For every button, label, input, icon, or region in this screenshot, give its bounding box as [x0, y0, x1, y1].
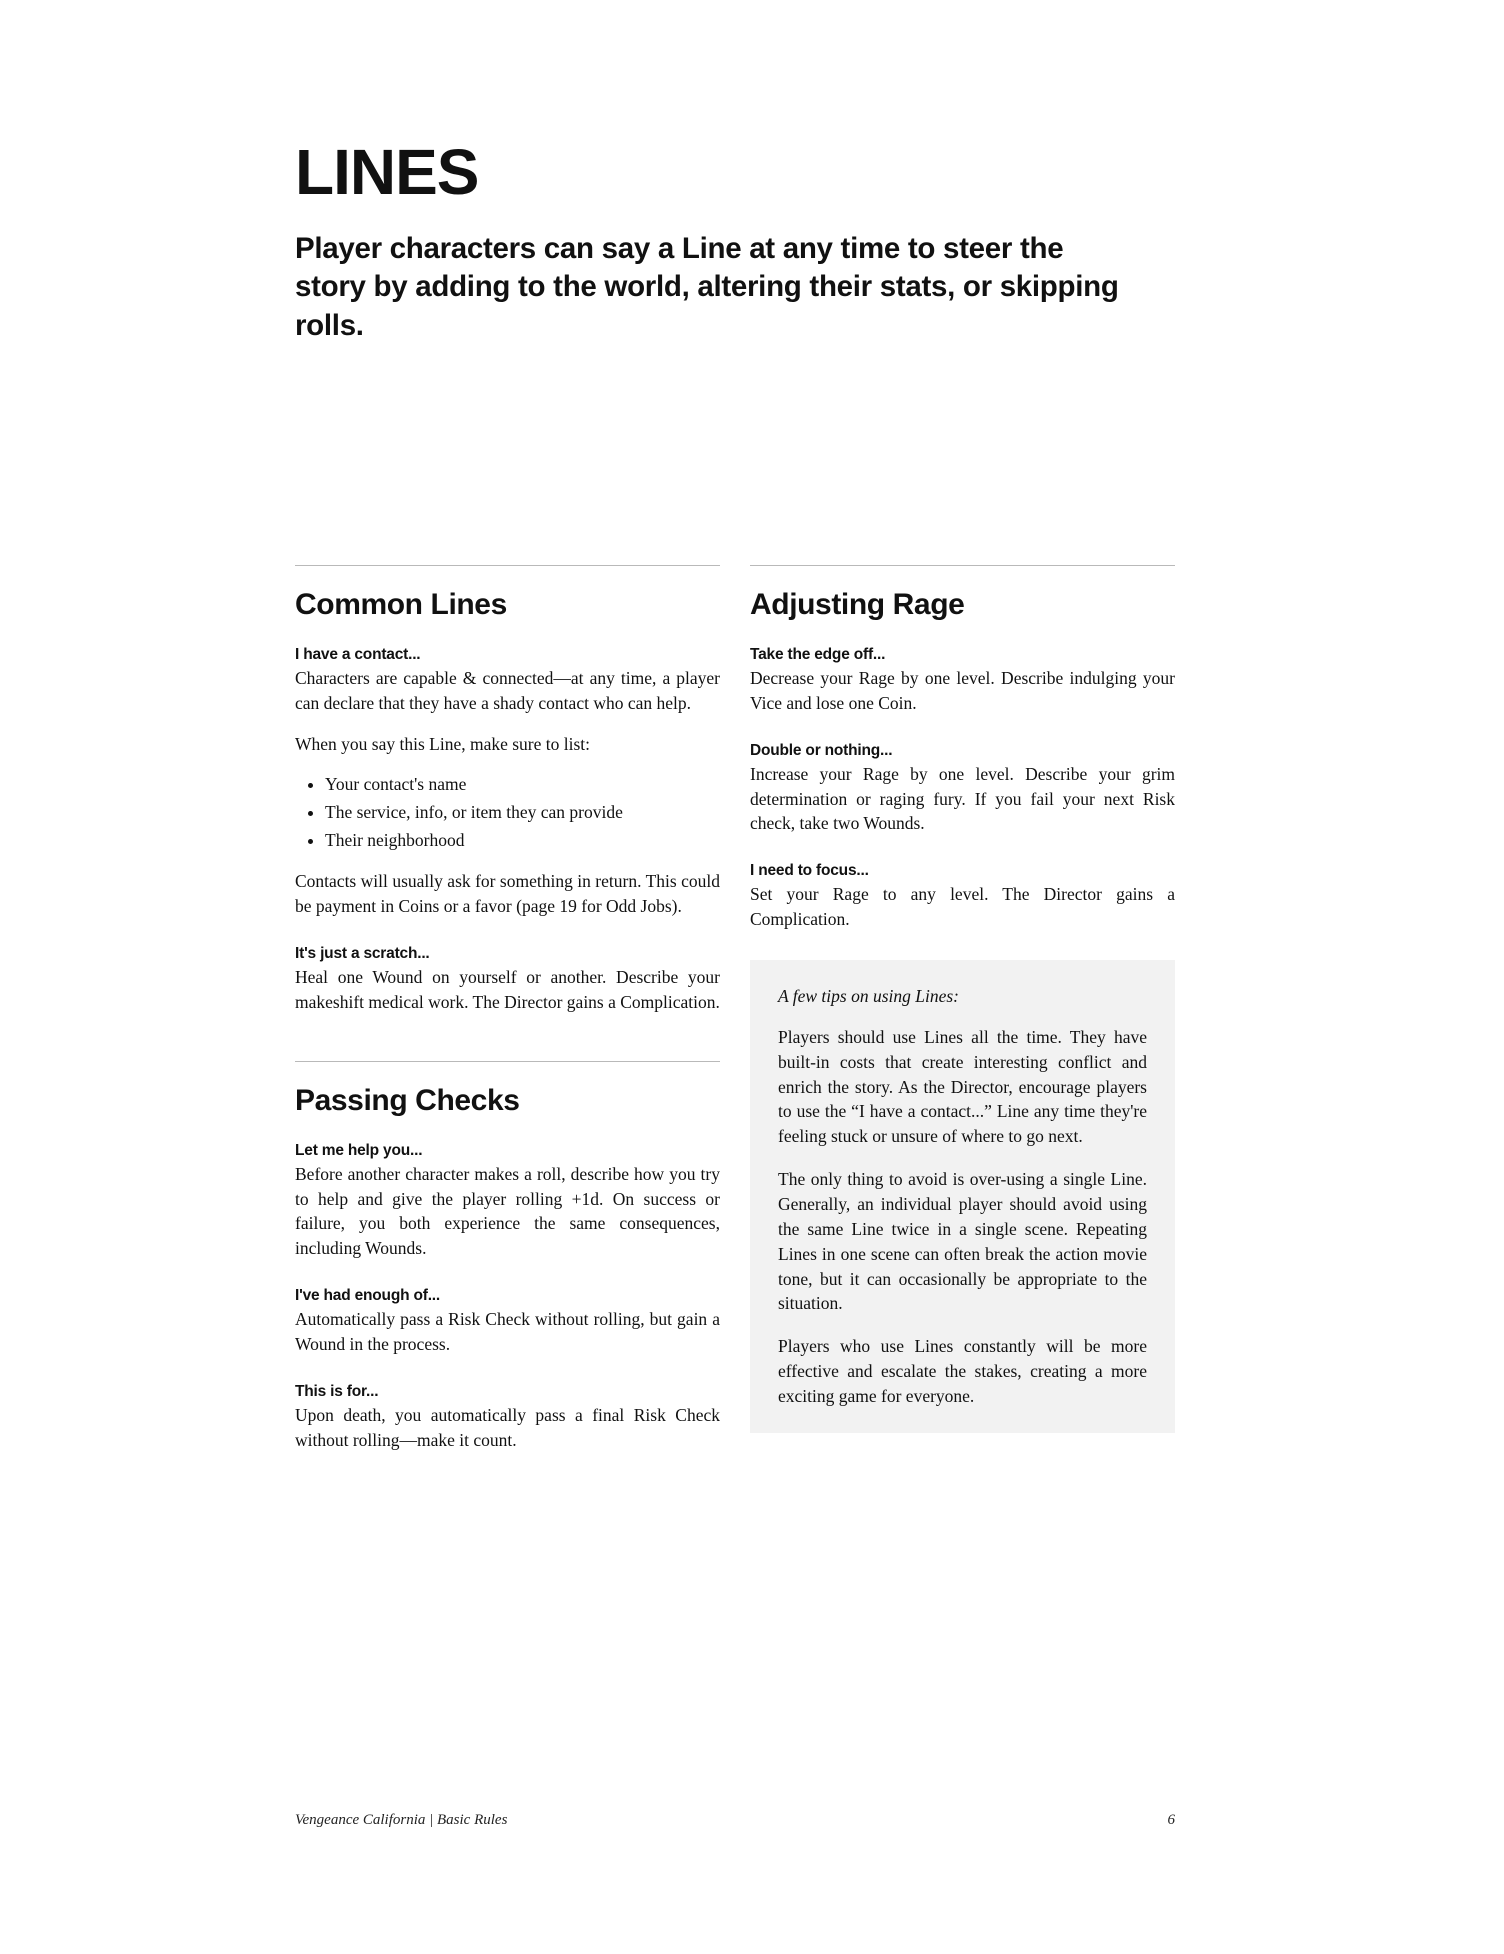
tips-callout-box	[750, 960, 1175, 1433]
list-item: • The service, info, or item they can provide	[325, 799, 720, 825]
right-column	[750, 565, 1175, 1468]
page-title: LINES	[295, 136, 479, 208]
footer-source: Vengeance California | Basic Rules	[295, 1812, 508, 1828]
entry-paragraph: Upon death, you automatically pass a final Risk Check without rolling—make it count.	[295, 1404, 720, 1450]
entry-lead-i-need-to-focus: I need to focus...	[750, 862, 869, 880]
contact-list	[295, 771, 720, 854]
page-footer	[295, 1812, 1175, 1829]
entry-paragraph: When you say this Line, make sure to list:	[295, 733, 591, 754]
entry-lead-this-is-for: This is for...	[295, 1382, 379, 1400]
spacer	[295, 1031, 720, 1061]
list-item: • Your contact's name	[325, 771, 720, 797]
section-divider	[295, 565, 720, 566]
entry-paragraph: Heal one Wound on yourself or another. Describe your makeshift medical work. The Director gains a Complication.	[295, 966, 720, 1012]
tips-title: A few tips on using Lines:	[778, 985, 960, 1006]
tips-paragraph: The only thing to avoid is over-using a single Line. Generally, an individual player should avoid using the same Line twice in a single scene. Repeating Lines in one scene can often break the action movie tone, but it can occasionally be appropriate to the situation.	[778, 1169, 1147, 1314]
entry-lead-its-just-a-scratch: It's just a scratch...	[295, 944, 430, 962]
footer-page-number: 6	[1167, 1812, 1175, 1828]
entry-paragraph: Automatically pass a Risk Check without rolling, but gain a Wound in the process.	[295, 1309, 720, 1354]
left-column	[295, 565, 720, 1468]
entry-lead-let-me-help-you: Let me help you...	[295, 1141, 423, 1159]
section-divider	[750, 565, 1175, 566]
section-heading-common-lines: Common Lines	[295, 588, 507, 621]
section-heading-passing-checks: Passing Checks	[295, 1083, 520, 1117]
columns	[295, 565, 1175, 1468]
entry-lead-ive-had-enough-of: I've had enough of...	[295, 1287, 441, 1305]
page-deck: Player characters can say a Line at any time to steer the story by adding to the world, altering their stats, or skipping rolls.	[295, 232, 1119, 342]
tips-paragraph: Players who use Lines constantly will be more effective and escalate the stakes, creating a more exciting game for everyone.	[778, 1336, 1147, 1406]
masthead	[295, 136, 1175, 345]
entry-lead-double-or-nothing: Double or nothing...	[750, 741, 893, 759]
entry-paragraph: Characters are capable & connected—at any time, a player can declare that they have a shady contact who can help.	[295, 668, 720, 713]
section-divider	[295, 1061, 720, 1062]
section-heading-adjusting-rage: Adjusting Rage	[750, 588, 965, 621]
tips-paragraph: Players should use Lines all the time. They have built-in costs that create interesting conflict and enrich the story. As the Director, encourage players to use the “I have a contact...” Line any time they're feeling stuck or unsure of where to go next.	[778, 1026, 1147, 1147]
entry-lead-take-the-edge-off: Take the edge off...	[750, 646, 886, 663]
entry-paragraph: Increase your Rage by one level. Describe your grim determination or raging fury. If you fail your next Risk check, take two Wounds.	[750, 763, 1175, 834]
entry-paragraph: Contacts will usually ask for something in return. This could be payment in Coins or a favor (page 19 for Odd Jobs).	[295, 871, 720, 917]
entry-paragraph: Set your Rage to any level. The Director gains a Complication.	[750, 884, 1175, 930]
entry-lead-i-have-a-contact: I have a contact...	[295, 646, 421, 663]
entry-paragraph: Decrease your Rage by one level. Describe indulging your Vice and lose one Coin.	[750, 668, 1175, 713]
entry-paragraph: Before another character makes a roll, describe how you try to help and give the player rolling +1d. On success or failure, you both experience the same consequences, including Wounds.	[295, 1163, 720, 1259]
list-item: • Their neighborhood	[325, 827, 720, 853]
